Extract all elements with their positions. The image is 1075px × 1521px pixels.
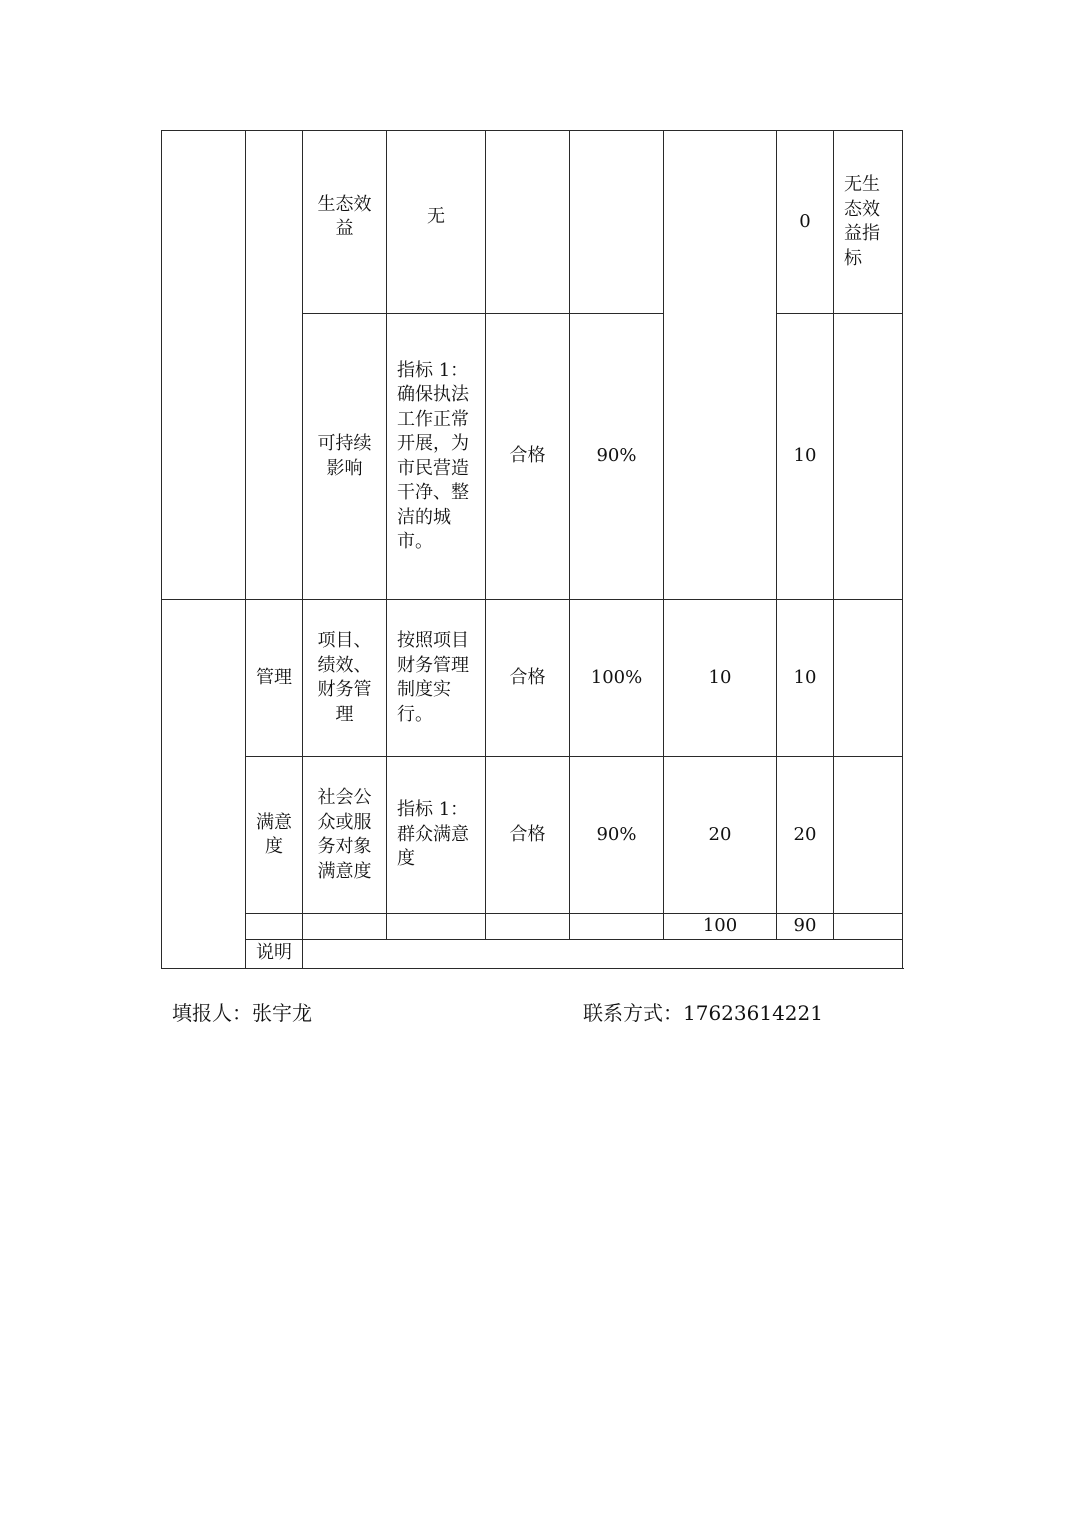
- cell-indicator-sustainable: 可持续影响: [303, 314, 387, 600]
- cell-standard-management: 合格: [486, 600, 570, 757]
- table-row-note: [162, 939, 903, 968]
- cell-remark-ecological: 无生态效益指标: [834, 131, 903, 314]
- cell-actual-satisfaction: 90%: [570, 757, 664, 914]
- cell-weight-management: 10: [664, 600, 777, 757]
- cell-remark-sustainable: [834, 314, 903, 600]
- cell-note-text: [303, 939, 903, 968]
- cell-indicator-satisfaction: 社会公众或服务对象满意度: [303, 757, 387, 914]
- cell-weight-satisfaction: 20: [664, 757, 777, 914]
- table-row-management: [162, 600, 903, 757]
- cell-total-empty-1: [246, 914, 303, 940]
- cell-content-management: 按照项目财务管理制度实行。: [387, 600, 486, 757]
- cell-score-ecological: 0: [777, 131, 834, 314]
- table-row-total: [162, 914, 903, 940]
- cell-actual-ecological: [570, 131, 664, 314]
- cell-content-sustainable: 指标 1：确保执法工作正常开展，为市民营造干净、整洁的城市。: [387, 314, 486, 600]
- cell-indicator-ecological: 生态效益: [303, 131, 387, 314]
- cell-total-weight: 100: [664, 914, 777, 940]
- cell-content-ecological: 无: [387, 131, 486, 314]
- cell-actual-management: 100%: [570, 600, 664, 757]
- cell-weight-merged: [664, 131, 777, 600]
- cell-total-empty-3: [387, 914, 486, 940]
- cell-score-management: 10: [777, 600, 834, 757]
- cell-standard-sustainable: 合格: [486, 314, 570, 600]
- cell-standard-satisfaction: 合格: [486, 757, 570, 914]
- cell-total-empty-4: [486, 914, 570, 940]
- cell-remark-satisfaction: [834, 757, 903, 914]
- cell-first-level-empty-2: [162, 600, 246, 969]
- cell-first-level-empty: [162, 131, 246, 600]
- cell-score-sustainable: 10: [777, 314, 834, 600]
- cell-total-score: 90: [777, 914, 834, 940]
- cell-category-management: 管理: [246, 600, 303, 757]
- cell-total-empty-6: [834, 914, 903, 940]
- cell-score-satisfaction: 20: [777, 757, 834, 914]
- cell-total-empty-2: [303, 914, 387, 940]
- cell-content-satisfaction: 指标 1：群众满意度: [387, 757, 486, 914]
- cell-actual-sustainable: 90%: [570, 314, 664, 600]
- cell-total-empty-5: [570, 914, 664, 940]
- table-row-satisfaction: [162, 757, 903, 914]
- cell-note-label: 说明: [246, 939, 303, 968]
- contact-text: 联系方式：17623614221: [583, 1001, 823, 1025]
- table-row-ecological: [162, 131, 903, 314]
- cell-second-level-empty: [246, 131, 303, 600]
- cell-standard-ecological: [486, 131, 570, 314]
- cell-category-satisfaction: 满意度: [246, 757, 303, 914]
- cell-indicator-management: 项目、绩效、财务管理: [303, 600, 387, 757]
- performance-table: [161, 130, 903, 969]
- reporter-text: 填报人：张宇龙: [172, 1001, 312, 1025]
- cell-remark-management: [834, 600, 903, 757]
